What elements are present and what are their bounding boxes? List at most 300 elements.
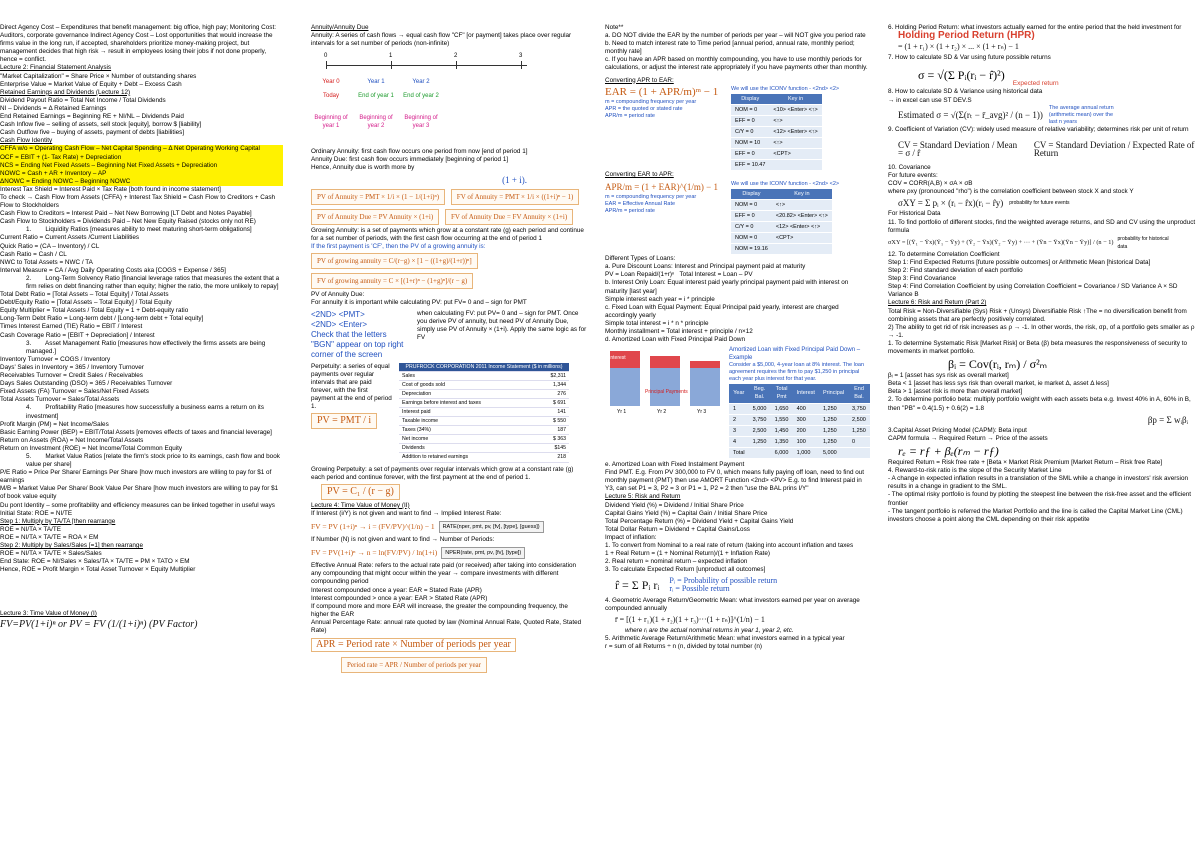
apr-note: m = compounding frequency per year: [605, 193, 697, 200]
income-statement-item: Taxable income: [399, 417, 535, 426]
col4-sd-text: [888, 54, 1198, 62]
col4-historical-text: [888, 210, 1198, 234]
text-line: Total Debt Ratio = [Total Assets – Total Equity] / Total Assets: [0, 291, 169, 299]
tvm-formula: FV=PV(1+i)ⁿ or PV = FV (1/(1+i)ⁿ) (PV Factor): [0, 619, 198, 631]
text-line: Hence, ROE = Profit Margin × Total Asset Turnover × Equity Multiplier: [0, 566, 196, 574]
text-line: Direct Agency Cost – Expenditures that benefit management: big office, high pay; Monitoring Cost: Auditors, corporate governance Indirect Agency Cost – Lost opportunities that would increase the firms value in the long run, if accepted, shareholders prioritize money-making project, but management decides that high risk → result in employees losing their jobs if not done properly, hence = conflict.: [0, 24, 278, 64]
fv-growing-annuity-formula: FV of growing annuity = C × [(1+r)ⁿ − (1+g)ⁿ]/(r − g): [311, 273, 473, 289]
geometric-note: where rᵢ are the actual nominal returns in year 1, year 2, etc.: [625, 626, 794, 634]
hpr-title: Holding Period Return (HPR): [898, 30, 1035, 42]
income-statement-value: $ 691: [535, 398, 569, 407]
text-line: Days' Sales in Inventory = 365 / Inventory Turnover: [0, 363, 144, 371]
text-line: a. Pure Discount Loans: Interest and Principal payment paid at maturity: [605, 263, 806, 271]
growing-perpetuity-formula: PV = C₁ / (r − g): [321, 484, 400, 500]
col3-risk-text: [605, 461, 870, 574]
amortized-cell: 1,000: [793, 447, 819, 458]
amortized-cell: [749, 447, 771, 458]
fv-annuity-due-formula: FV of Annuity Due = FV Annuity × (1+i): [445, 209, 573, 225]
calculator-bgn-block: [311, 310, 587, 360]
income-statement-row: [399, 426, 569, 435]
text-line: Dividend Yield (%) = Dividend / Initial Share Price: [605, 501, 744, 509]
apr-to-ear-heading: Converting APR to EAR:: [605, 76, 674, 84]
text-line: Annuity Due: first cash flow occurs immediately [beginning of period 1]: [311, 156, 509, 164]
text-line: Total Assets Turnover = Sales/Total Assets: [0, 396, 120, 404]
beta-formula: βᵢ = Cov(rᵢ, rₘ) / σ²ₘ: [948, 357, 1048, 372]
apr-note: APR/m = period rate: [605, 207, 655, 214]
text-line: Lecture 2: Financial Statement Analysis: [0, 64, 112, 72]
col4-capm-text: [888, 427, 1198, 443]
timeline-tick: [521, 61, 522, 69]
amortized-cell: 1: [729, 403, 749, 414]
table-row: [731, 149, 822, 160]
text-line: Required Return = Risk free rate + [Beta × Market Risk Premium [Market Return – Risk free Rate]: [888, 459, 1163, 467]
text-line: ROE = NI/TA × TA/TE × Sales/Sales: [0, 550, 102, 558]
calculator-side-note: when calculating FV: put PV= 0 and – sign for PMT. Once you derive PV of annuity, but need PV of Annuity Due, simply use PV of Annuity × (1+i). Apply the same logic as for FV: [417, 309, 587, 341]
col3-loans-text: [605, 255, 870, 344]
iconv-cell: [769, 160, 821, 171]
amortized-cell: 1,250: [819, 414, 848, 425]
text-line: where ρxy (pronounced "rho") is the correlation coefficient between stock X and stock Y: [888, 188, 1134, 196]
col4-sml-text: [888, 459, 1198, 524]
income-statement-row: [399, 407, 569, 416]
growing-annuity-formulas: [311, 251, 587, 291]
text-line: 9. Coefficient of Variation (CV): widely used measure of relative variability; determines risk per unit of return: [888, 125, 1189, 133]
iconv-cell: EFF = 10.47: [731, 160, 769, 171]
text-line: Cash Ratio = Cash / CL: [0, 250, 67, 258]
text-line: 3. Asset Management Ratio [measures how effectively the firms assets are being managed.]: [26, 339, 268, 355]
col4-correlation-text: [888, 251, 1198, 356]
income-statement-row: [399, 389, 569, 398]
legend-item: Pᵢ = Probability of possible return: [669, 576, 778, 586]
timeline-tick: [456, 61, 457, 69]
iconv-head: Key in: [769, 94, 821, 105]
iconv-cell: NOM = 19.16: [731, 244, 772, 255]
timeline-beginning-label: Beginning of year 1: [314, 115, 348, 130]
text-line: Impact of inflation:: [605, 533, 657, 541]
text-line: Enterprise Value = Market Value of Equity + Debt – Excess Cash: [0, 80, 182, 88]
text-line: PV = Loan Repaid/(1+r)ⁿ Total Interest = Loan – PV: [605, 271, 753, 279]
annuity-heading: Annuity/Annuity Due: [311, 24, 369, 31]
iconv-table-2: [731, 189, 832, 255]
table-row: [731, 127, 822, 138]
text-line: If compound more and more EAR will increase, the greater the compounding frequency, the higher the EAR: [311, 602, 570, 618]
table-row: [729, 403, 870, 414]
timeline-end-label: End of year 1: [358, 93, 394, 100]
text-line: 11. To find portfolio of different stocks, find the weighted average returns, and SD and CV using the unproduct formula: [888, 218, 1197, 234]
timeline-end-label: End of year 2: [403, 93, 439, 100]
perpetuity-text-group: [311, 363, 393, 463]
ear-formula: EAR = (1 + APR/m)ᵐ − 1: [605, 85, 719, 98]
iconv-cell: C/Y = 0: [731, 127, 769, 138]
amortized-cell: 2: [729, 414, 749, 425]
tvm2-implied-rate-text: If Interest (i/Y) is not given and want to find → Implied Interest Rate:: [311, 509, 502, 517]
amortized-cell: 1,450: [771, 425, 793, 436]
amortized-cell: 4: [729, 436, 749, 447]
estimated-sd-formula: Estimated σ = √(Σ(rₜ − r̄_avg)² / (n − 1)): [898, 110, 1043, 121]
income-statement-item: Interest paid: [399, 407, 535, 416]
text-line: 4. Reward-to-risk ratio is the slope of the Security Market Line: [888, 467, 1062, 475]
text-line: Cash Flow to Creditors = Interest Paid – Net New Borrowing [LT Debt and Notes Payable]: [0, 210, 252, 218]
calculator-key-2: <2ND> <Enter>: [311, 319, 368, 329]
text-line: Step 1: Multiply by TA/TA [then rearrange: [0, 517, 116, 525]
apr-note: EAR = Effective Annual Rate: [605, 200, 676, 207]
table-row: [731, 115, 822, 126]
apr-from-ear-formula: APR/m = (1 + EAR)^(1/m) − 1: [605, 181, 718, 192]
amortized-cell: 3,750: [848, 403, 870, 414]
iconv-cell: [772, 244, 832, 255]
iconv-cell: EFF = 0: [731, 149, 769, 160]
covariance-note: probability for future events: [1009, 200, 1070, 207]
amortized-cell: 200: [793, 425, 819, 436]
text-line: Growing Annuity: is a set of payments which grow at a constant rate (g) each period and continue for a set number of periods, with the first cash flow occurring at the end of period 1: [311, 226, 586, 242]
text-line: 1. To determine Systematic Risk [Market Risk] or Beta (β) beta measures the responsiveness of security to movements in market portfolio.: [888, 339, 1189, 355]
iconv-cell: EFF = 0: [731, 115, 769, 126]
iconv-cell: <↑>: [772, 199, 832, 210]
text-line: Total Percentage Return (%) = Dividend Yield + Capital Gains Yield: [605, 517, 794, 525]
text-line: 2. Real return ≈ nominal return – expected inflation: [605, 558, 748, 566]
apr-to-ear-block: [605, 85, 870, 172]
text-line: Days Sales Outstanding (DSO) = 365 / Receivables Turnover: [0, 380, 173, 388]
cv-formula-1: CV = Standard Deviation / Mean = σ / r̂: [898, 139, 1018, 158]
col1-text-block: [0, 24, 283, 574]
text-line: → in excel can use ST DEV.S: [888, 96, 972, 104]
income-statement-item: Depreciation: [399, 389, 535, 398]
perpetuity-text: Perpetuity: a series of equal payments over regular intervals that are paid forever, with the first payment at the end of period 1.: [311, 362, 392, 410]
table-row: [731, 104, 822, 115]
text-line: Step 4: Find Correlation Coefficient by using Correlation Coefficient = Covariance / SD Variance A × SD Variance B: [888, 283, 1180, 299]
iconv-cell: NOM = 0: [731, 199, 772, 210]
text-line: Note**: [605, 24, 624, 31]
text-line: 1. Liquidity Ratios [measures ability to meet maturing short-term obligations]: [26, 226, 252, 234]
iconv-cell: NOM = 0: [731, 232, 772, 243]
text-line: End Retained Earnings = Beginning RE + NI/NL – Dividends Paid: [0, 113, 184, 121]
text-line: Beta < 1 [asset has less sys risk than overall market, ie market Δ, asset Δ less]: [888, 380, 1109, 388]
income-statement-row: [399, 444, 569, 453]
iconv-cell: <10> <Enter> <↑>: [769, 104, 821, 115]
column-2: [311, 24, 587, 844]
principal-bar: [610, 368, 640, 406]
iconv-cell: <20.82> <Enter> <↑>: [772, 210, 832, 221]
expected-return-block: [605, 577, 870, 593]
income-statement-table: [399, 363, 569, 463]
iconv-cell: <CPT>: [772, 232, 832, 243]
capm-formula: rₑ = rƒ + βₑ(rₘ − rƒ): [898, 443, 999, 458]
text-line: c. If you have an APR based on monthly compounding, you have to use monthly periods for calculations, or adjust the interest rate appropriately if you have payments other than monthly.: [605, 56, 868, 72]
iconv-cell: <12> <Enter> <↑>: [769, 127, 821, 138]
text-line: If the first payment is 'CF', then the PV of a growing annuity is:: [311, 243, 486, 251]
text-line: CFFA w/o = Operating Cash Flow – Net Capital Spending – Δ Net Operating Working Capital: [0, 145, 283, 153]
ear-note: APR/m = period rate: [605, 112, 655, 119]
text-line: 6. Holding Period Return: what investors actually earned for the entire period that the held investment for: [888, 24, 1182, 31]
text-line: 7. How to calculate SD & Var using future possible returns: [888, 54, 1051, 62]
text-line: 12. To determine Correlation Coefficient: [888, 250, 1000, 258]
text-line: 1. To convert from Nominal to a real rate of return (taking into account inflation and taxes: [605, 541, 854, 549]
text-line: ROE = NI/TA × TA/TE = ROA × EM: [0, 533, 99, 541]
legend-item: rᵢ = Possible return: [669, 584, 730, 594]
text-line: c. Fixed Loan with Equal Payment: Equal Principal paid yearly, interest are charged accordingly yearly: [605, 303, 841, 319]
text-line: NCS = Ending Net Fixed Assets – Beginning Net Fixed Assets + Depreciation: [0, 162, 283, 170]
amortized-table-group: [729, 346, 870, 459]
text-line: 3.Capital Asset Pricing Model (CAPM): Beta input: [888, 426, 1027, 434]
col3-geometric-text: [605, 597, 870, 613]
expected-return-legend: [669, 577, 777, 593]
text-line: Return on Assets (ROA) = Net Income/Total Assets: [0, 436, 144, 444]
calculator-note: Check that the letters "BGN" appear on top right corner of the screen: [311, 329, 404, 359]
text-line: Total Dollar Return = Dividend + Capital Gains/Loss: [605, 525, 750, 533]
col3-notes: [605, 24, 870, 73]
text-line: 1 + Real Return = (1 + Nominal Return)/(1 + Inflation Rate): [605, 550, 771, 558]
col2-ear-text: [311, 562, 587, 635]
timeline-tick: [326, 61, 327, 69]
sd-block: [888, 62, 1198, 88]
timeline-beginning-label: Beginning of year 3: [404, 115, 438, 130]
text-line: 4. Profitability Ratio [measures how successfully a business earns a return on its investment]: [26, 404, 266, 420]
tvm-heading: Lecture 3: Time Value of Money (I): [0, 610, 97, 618]
principal-bar: [650, 368, 680, 406]
iconv-head: Key in: [772, 189, 832, 200]
calculator-key-1: <2ND> <PMT>: [311, 309, 365, 319]
text-line: Lecture 6: Risk and Return (Part 2): [888, 299, 987, 307]
apr-formula-group: [605, 180, 725, 256]
income-statement-value: 187: [535, 426, 569, 435]
historical-cov-note: probability for historical data: [1117, 235, 1169, 250]
iconv-table-1: [731, 94, 822, 171]
annuity-timeline: [311, 52, 587, 144]
portfolio-beta-formula: βp = Σ wᵢβᵢ: [1147, 414, 1188, 425]
amortized-desc: Consider a $5,000, 4-year loan at 8% interest. The loan agreement requires the firm to pay $1,250 in principal each year plus interest for that year.: [729, 362, 865, 383]
estimated-sd-note: The average annual return (arithmetic mean) over the last n years: [1048, 104, 1114, 125]
amortized-cell: 1,250: [819, 425, 848, 436]
fv-annuity-formula: FV of Annuity = PMT × 1/i × ((1+i)ⁿ − 1): [451, 189, 580, 205]
income-statement-row: [399, 453, 569, 462]
timeline-tick-label: 3: [519, 53, 523, 60]
text-line: COV = CORR(A,B) × σA × σB: [888, 180, 973, 188]
ear-formula-group: [605, 85, 725, 172]
income-statement-item: Sales: [399, 371, 535, 380]
column-4: [888, 24, 1198, 844]
text-line: Ordinary Annuity: first cash flow occurs one period from now [end of period 1]: [311, 148, 528, 156]
column-3: [605, 24, 870, 844]
amortized-cell: Total: [729, 447, 749, 458]
iconv-caption-1: We will use the ICONV function - <2nd> <2>: [731, 85, 840, 92]
income-statement-item: Addition to retained earnings: [399, 453, 535, 462]
table-row: [731, 221, 832, 232]
timeline-tick-label: 2: [454, 53, 458, 60]
text-line: Annual Percentage Rate: annual rate quoted by law (Nominal Annual Rate, Quoted Rate, Stated Rate): [311, 618, 583, 635]
text-line: Initial State: ROE = NI/TE: [0, 509, 73, 517]
cv-formulas: [888, 138, 1198, 160]
text-line: Cash Flow to Stockholders = Dividends Paid – Net New Equity Raised (stocks only not RE): [0, 218, 256, 226]
income-statement-row: [399, 380, 569, 389]
timeline-tick-label: 0: [324, 53, 328, 60]
income-statement-value: 276: [535, 389, 569, 398]
text-line: 10. Covariance: [888, 163, 931, 171]
text-line: "Market Capitalization" = Share Price × Number of outstanding shares: [0, 72, 197, 80]
annuity-due-factor: (1 + i).: [502, 174, 527, 185]
iconv-cell: <↑>: [769, 115, 821, 126]
text-line: Cash Inflow five – selling of assets, sell stock [equity], borrow $ [liability]: [0, 121, 202, 129]
geometric-mean-formula: r̄ = [(1 + r₁)(1 + r₂)(1 + r₃)···(1 + rₙ)]^(1/n) − 1: [615, 614, 765, 624]
col2-annuity-text: [311, 148, 587, 172]
table-row: [729, 436, 870, 447]
nper-row: [311, 546, 587, 560]
annuity-formulas: [311, 187, 587, 227]
text-line: a. DO NOT divide the EAR by the number of periods per year – will NOT give you period rate: [605, 32, 866, 40]
timeline-tick-label: 1: [389, 53, 393, 60]
text-line: Cash Outflow five – buying of assets, payment of debts [liabilities]: [0, 129, 185, 137]
text-line: OCF = EBIT + (1- Tax Rate) + Depreciation: [0, 154, 283, 162]
amortized-cell: 1,550: [771, 414, 793, 425]
income-statement-value: $2,311: [535, 371, 569, 380]
text-line: 2. Long-Term Solvency Ratio [financial leverage ratios that measures the extent that a firm relies on debt financing rather than equity; higher the ratio, the more unlikely to repay]: [26, 274, 281, 290]
iconv-cell: EFF = 0: [731, 210, 772, 221]
amortized-cell: 100: [793, 436, 819, 447]
text-line: Capital Gains Yield (%) = Capital Gain / Initial Share Price: [605, 509, 768, 517]
text-line: r = sum of all Returns ÷ n (n, divided by total number (n): [605, 643, 763, 650]
chart-label-principal: Principal Payments: [645, 389, 688, 396]
principal-bar: [690, 368, 720, 406]
text-line: NOWC = Cash + AR + Inventory – AP: [0, 170, 283, 178]
text-line: For Historical Data: [888, 210, 941, 218]
text-line: 4. Geometric Average Return/Geometric Mean: what investors earned per year on average compounded annually: [605, 596, 862, 612]
amortized-cell: 3,750: [749, 414, 771, 425]
amortized-head: End Bal.: [848, 384, 870, 403]
text-line: Find PMT. E.g. From PV 300,000 to FV 0, which means fully paying off loan, need to find out monthly payment (PMT) then use AMORT Function <2nd> <PV> E.g. to find Interest paid in Y3, can set P1 = 3, P2 = 3 or P1 = 1, P2 = 2 then "use the BAL prins I/Y": [605, 469, 866, 493]
amortized-cell: 3: [729, 425, 749, 436]
income-statement-value: 141: [535, 407, 569, 416]
table-row: [729, 447, 870, 458]
text-line: ROE = NI/TA × TA/TE: [0, 525, 61, 533]
text-line: Beta > 1 [asset risk is more than overall market]: [888, 388, 1023, 396]
text-line: - The optimal risky portfolio is found by plotting the steepest line between the risk-free asset and the efficient frontier: [888, 491, 1193, 507]
table-row: [731, 160, 822, 171]
text-line: Current Ratio = Current Assets /Current Liabilities: [0, 234, 140, 242]
col4-hist-text: [888, 88, 1198, 104]
tvm2-nper-text: If Number (N) is not given and want to find → Number of Periods:: [311, 536, 495, 544]
excel-nper-function: NPER(rate, pmt, pv, [fv], [type]): [441, 547, 525, 559]
text-line: Long-Term Debt Ratio = Long-term debt / [Long-term debt + Total equity]: [0, 315, 204, 323]
text-line: Basic Earning Power (BEP) = EBIT/Total Assets [removes effects of taxes and financial leverage]: [0, 428, 272, 436]
text-line: 3. To calculate Expected Return [unproduct all outcomes]: [605, 566, 766, 574]
text-line: Cash Coverage Ratio = [EBIT + Depreciation] / Interest: [0, 331, 155, 339]
income-statement-item: Taxes (34%): [399, 426, 535, 435]
text-line: Dividend Payout Ratio = Total Net Income / Total Dividends: [0, 96, 166, 104]
pv-annuity-due-formula: PV of Annuity Due = PV Annuity × (1+i): [311, 209, 439, 225]
timeline-year-label: Year 1: [367, 79, 385, 86]
col4-cv-text: [888, 126, 1198, 134]
text-line: Interval Measure = CA / Avg Daily Operating Costs aka [COGS + Expense / 365]: [0, 266, 226, 274]
amortized-cell: 2,500: [749, 425, 771, 436]
text-line: 5. Arithmetic Average Return/Arithmetic Mean: what investors earned in a typical year: [605, 634, 845, 642]
income-statement-item: Dividends: [399, 444, 535, 453]
table-row: [731, 210, 832, 221]
ear-note: m = compounding frequency per year: [605, 98, 697, 105]
text-line: Inventory Turnover = COGS / Inventory: [0, 355, 111, 363]
timeline-year-label: Year 2: [412, 79, 430, 86]
column-1: [0, 24, 283, 844]
amortized-title: Amortized Loan with Fixed Principal Paid Down – Example: [729, 347, 861, 362]
text-line: 8. How to calculate SD & Variance using historical data: [888, 88, 1043, 96]
text-line: e. Amortized Loan with Fixed Instalment Payment: [605, 461, 745, 469]
text-line: Times Interest Earned (TIE) Ratio = EBIT / Interest: [0, 323, 143, 331]
text-line: M/B = Market Value Per Share/ Book Value Per Share [how much investors are willing to pay for $1 of book value equity: [0, 485, 280, 501]
text-line: NWC to Total Assets = NWC / TA: [0, 258, 93, 266]
amortized-cell: 2,500: [848, 414, 870, 425]
income-statement-row: [399, 398, 569, 407]
income-statement-value: 218: [535, 453, 569, 462]
text-line: Du pont Identity – some profitability and efficiency measures can be linked together in useful ways: [0, 501, 275, 509]
historical-cov-block: [888, 235, 1198, 251]
text-line: Lecture 5: Risk and Return: [605, 493, 681, 501]
timeline-axis: [326, 65, 527, 66]
amortized-cell: 300: [793, 414, 819, 425]
nper-formula: FV = PV(1+i)ⁿ → n = ln(FV/PV) / ln(1+i): [311, 548, 438, 558]
income-statement-item: Earnings before interest and taxes: [399, 398, 535, 407]
income-statement-row: [399, 417, 569, 426]
covariance-formula: σXY = Σ pᵢ × (rᵢ − r̂x)(rᵢ − r̂y): [898, 198, 1004, 209]
col4-cov-text: [888, 164, 1198, 196]
income-statement-value: 1,344: [535, 380, 569, 389]
amortized-loan-chart: [605, 346, 725, 416]
timeline-beginning-label: Beginning of year 2: [359, 115, 393, 130]
amortized-head: Total Pmt: [771, 384, 793, 403]
iconv-head: Display: [731, 94, 769, 105]
amortized-cell: 1,250: [749, 436, 771, 447]
iconv-cell: <CPT>: [769, 149, 821, 160]
text-line: CAPM formula → Required Return → Price of the assets: [888, 434, 1048, 442]
expected-return-formula: r̂ = Σ Pᵢ rᵢ: [615, 578, 660, 593]
cv-formula-2: CV = Standard Deviation / Expected Rate of Return: [1033, 139, 1195, 158]
text-line: Total Risk = Non-Diversifiable (Sys) Risk + (Unsys) Diversifiable Risk ↑The = no diversification benefit from combining assets that are perfectly positively correlated.: [888, 307, 1189, 323]
perpetuity-block: [311, 363, 587, 463]
text-line: 2. To determine portfolio beta: multiply portfolio weight with each assets beta e.g. Invest 40% in A, 60% in B, then "PB" = 0.4(1.5) + 0.6(2) = 1.8: [888, 396, 1193, 412]
text-line: βᵢ = 1 [asset has sys risk as overall market]: [888, 372, 1009, 380]
text-line: Step 3: Find Covariance: [888, 275, 957, 283]
timeline-year-label: Year 0: [322, 79, 340, 86]
amortized-loan-example: [605, 346, 870, 459]
text-line: Different Types of Loans:: [605, 255, 676, 263]
text-line: Cash Flow Identity: [0, 137, 53, 145]
annuity-definition: Annuity: A series of cash flows → equal cash flow "CF" [or payment] takes place over regular intervals for a set number of periods (non-infinite): [311, 32, 573, 48]
amortized-cell: 6,000: [771, 447, 793, 458]
table-row: [731, 199, 832, 210]
timeline-tick: [391, 61, 392, 69]
text-line: Quick Ratio = (CA – Inventory) / CL: [0, 242, 100, 250]
historical-cov-formula: σXY = [(Ȳ₁ − Ȳx)(Ȳ₁ − Ȳy) + (Ȳ₂ − Ȳx)(Ȳ₂ − Ȳy) + ··· + (Ȳn − Ȳx)(Ȳn − Ȳy)] / (n − 1): [888, 238, 1114, 246]
iconv-table-1-group: [731, 85, 839, 172]
income-statement: [399, 363, 569, 463]
table-row: [729, 425, 870, 436]
text-line: Step 2: Multiply by Sales/Sales [=1] then rearrange: [0, 542, 143, 549]
text-line: Interest compounded once a year: EAR = Stated Rate (APR): [311, 586, 482, 594]
text-line: NI – Dividends = Δ Retained Earnings: [0, 104, 107, 112]
amortized-cell: [848, 447, 870, 458]
text-line: d. Amortized Loan with Fixed Principal Paid Down: [605, 336, 745, 344]
text-line: b. Need to match interest rate to Time period [annual period, annual rate, monthly period; monthly rate]: [605, 40, 857, 56]
text-line: 5. Market Value Ratios [relate the firm's stock price to its earnings, cash flow and book value per share]: [26, 452, 282, 469]
amortized-cell: 0: [848, 436, 870, 447]
text-line: P/E Ratio = Price Per Share/ Earnings Per Share [how much investors are willing to pay for $1 of earnings: [0, 469, 274, 485]
text-line: - The tangent portfolio is referred the Market Portfolio and the line is called the Capital Market Line (CML) investors choose a point along the CML depending on their risk appetite: [888, 507, 1185, 523]
col3-arithmetic-text: [605, 635, 870, 651]
text-line: PV of Annuity Due:: [311, 291, 365, 299]
chart-label-interest: Interest: [609, 355, 626, 362]
sd-formula: σ = √(Σ Pᵢ(rᵢ − r̂)²): [918, 68, 1005, 83]
growing-perpetuity-text: Growing Perpetuity: a set of payments over regular intervals which grow at a constant rate (g) each period and continue forever, with the first payment at the end of period 1.: [311, 465, 576, 481]
text-line: Monthly installment = Total interest + principle / n×12: [605, 328, 753, 335]
text-line: 2) The ability to get rid of risk increases as ρ → -1. In other words, the risk, σp, of a portfolio gets smaller as ρ → -1.: [888, 323, 1197, 339]
apr-notes: [605, 194, 725, 215]
